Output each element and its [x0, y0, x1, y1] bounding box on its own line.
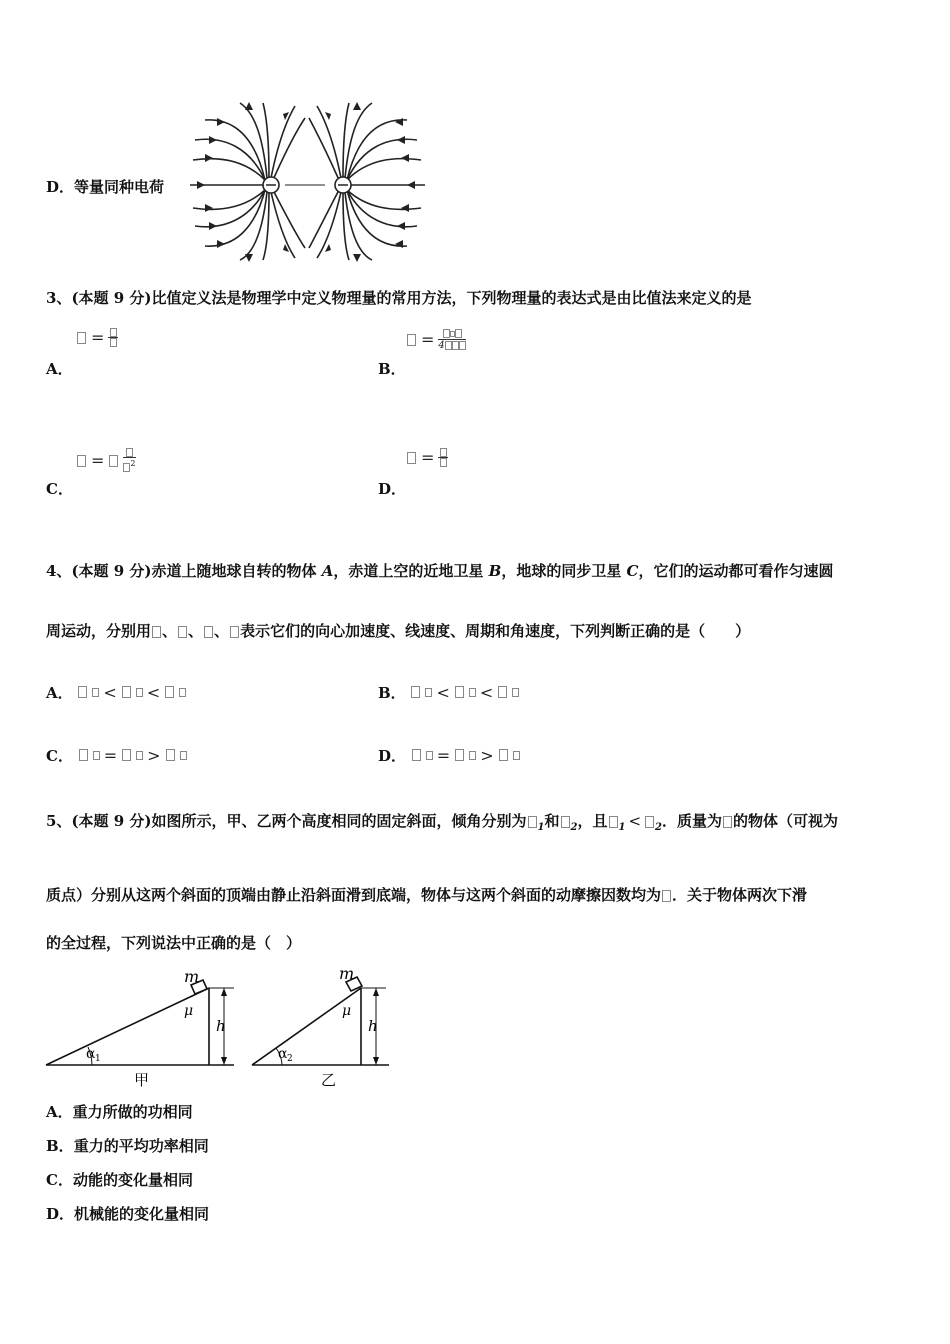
- figure-label-yi: 乙: [321, 1071, 337, 1089]
- field-lines-figure: [185, 98, 430, 263]
- stem-text: ．关于物体两次下滑: [672, 886, 808, 904]
- question-number: 3、: [46, 289, 72, 307]
- exponent: 2: [130, 459, 136, 468]
- q3-option-b-letter: B．: [378, 360, 406, 378]
- mu-label: μ: [342, 1003, 352, 1019]
- operator: >: [147, 745, 161, 765]
- mass-label: m: [339, 965, 355, 983]
- q3-option-d-letter: D．: [378, 480, 407, 498]
- q4-stem-line1: [46, 560, 834, 581]
- alpha-subscript: 2: [287, 1054, 293, 1064]
- mass-label: m: [184, 967, 200, 986]
- alpha-label: α: [86, 1046, 96, 1062]
- q3-option-a-formula: =: [76, 328, 118, 347]
- object-b: B: [488, 562, 502, 580]
- q2-option-d: [46, 176, 164, 197]
- stem-text: ．质量为: [662, 812, 723, 830]
- operator: <: [103, 682, 117, 702]
- incline-figure: [44, 965, 394, 1090]
- operator: <: [479, 682, 494, 702]
- separator: 、: [214, 622, 230, 640]
- stem-text: ，且: [577, 812, 608, 830]
- operator: <: [146, 682, 161, 702]
- mu-label: μ: [184, 1003, 194, 1019]
- option-letter: B．: [46, 1137, 74, 1155]
- stem-text: 的物体（可视为: [733, 812, 839, 830]
- q5-stem-line2: [46, 884, 807, 905]
- field-lines: [190, 103, 425, 260]
- option-letter: B．: [378, 684, 406, 702]
- subscript: 1: [537, 822, 545, 833]
- arrowheads: [197, 102, 415, 262]
- operator: <: [436, 682, 450, 702]
- operator: =: [436, 745, 451, 765]
- option-letter: A．: [46, 684, 73, 702]
- stem-text: ，地球的同步卫星: [501, 562, 627, 580]
- stem-text: ，它们的运动都可看作匀速圆: [638, 562, 834, 580]
- option-text: 重力所做的功相同: [72, 1103, 193, 1121]
- q4-option-a: [46, 682, 186, 703]
- figure-label-jia: 甲: [134, 1071, 150, 1089]
- q3-option-d-formula: =: [406, 448, 448, 467]
- q5-option-c: [46, 1169, 193, 1190]
- height-label: h: [216, 1017, 226, 1035]
- option-letter: D．: [46, 178, 75, 196]
- q3-option-c-letter: C．: [46, 480, 73, 498]
- stem-text: ，赤道上空的近地卫星: [333, 562, 489, 580]
- q5-option-b: [46, 1135, 209, 1156]
- q5-stem-line3: [46, 932, 301, 953]
- q4-stem-line2: [46, 620, 750, 641]
- separator: 、: [188, 622, 204, 640]
- subscript: 2: [655, 822, 663, 833]
- alpha-subscript: 1: [95, 1054, 101, 1064]
- operator: >: [480, 745, 494, 765]
- denominator-number: 4: [438, 340, 445, 351]
- alpha-label: α: [278, 1046, 288, 1062]
- q4-option-c: [46, 745, 187, 766]
- separator: 、: [162, 622, 178, 640]
- question-number: 4、: [46, 562, 72, 580]
- q3-stem: [46, 287, 752, 308]
- option-letter: D．: [46, 1205, 75, 1223]
- option-letter: C．: [46, 1171, 73, 1189]
- subscript: 2: [570, 822, 578, 833]
- q5-option-d: [46, 1203, 209, 1224]
- option-text: 动能的变化量相同: [72, 1171, 193, 1189]
- q5-stem-line1: [46, 810, 838, 833]
- option-letter: C．: [46, 747, 73, 765]
- stem-text: 质点）分别从这两个斜面的顶端由静止沿斜面滑到底端，物体与这两个斜面的动摩擦因数均为: [46, 886, 662, 904]
- stem-text: 表示它们的向心加速度、线速度、周期和角速度，下列判断正确的是（ ）: [240, 622, 751, 640]
- object-c: C: [626, 562, 639, 580]
- stem-text: 的全过程，下列说法中正确的是（ ）: [46, 934, 302, 952]
- q5-option-a: [46, 1101, 193, 1122]
- q4-option-d: [378, 745, 520, 766]
- stem-text: (本题 9 分)赤道上随地球自转的物体: [71, 562, 322, 580]
- q4-option-b: [378, 682, 519, 703]
- option-letter: D．: [378, 747, 407, 765]
- option-letter: A．: [46, 1103, 73, 1121]
- option-text: 重力的平均功率相同: [73, 1137, 209, 1155]
- stem-text: 周运动，分别用: [46, 622, 152, 640]
- operator: =: [103, 745, 118, 765]
- question-text: (本题 9 分)比值定义法是物理学中定义物理量的常用方法，下列物理量的表达式是由比值法来定义的是: [71, 289, 752, 307]
- stem-text: 和: [544, 812, 560, 830]
- q3-option-b-formula: = 4: [406, 328, 466, 351]
- question-number: 5、: [46, 812, 72, 830]
- height-label: h: [368, 1017, 378, 1035]
- operator: <: [628, 812, 642, 830]
- q3-option-a-letter: A．: [46, 360, 73, 378]
- option-text: 等量同种电荷: [74, 178, 165, 196]
- object-a: A: [321, 562, 334, 580]
- subscript: 1: [618, 822, 626, 833]
- q3-option-c-formula: = $^2$: [76, 448, 136, 473]
- stem-text: (本题 9 分)如图所示，甲、乙两个高度相同的固定斜面，倾角分别为: [71, 812, 527, 830]
- option-text: 机械能的变化量相同: [74, 1205, 210, 1223]
